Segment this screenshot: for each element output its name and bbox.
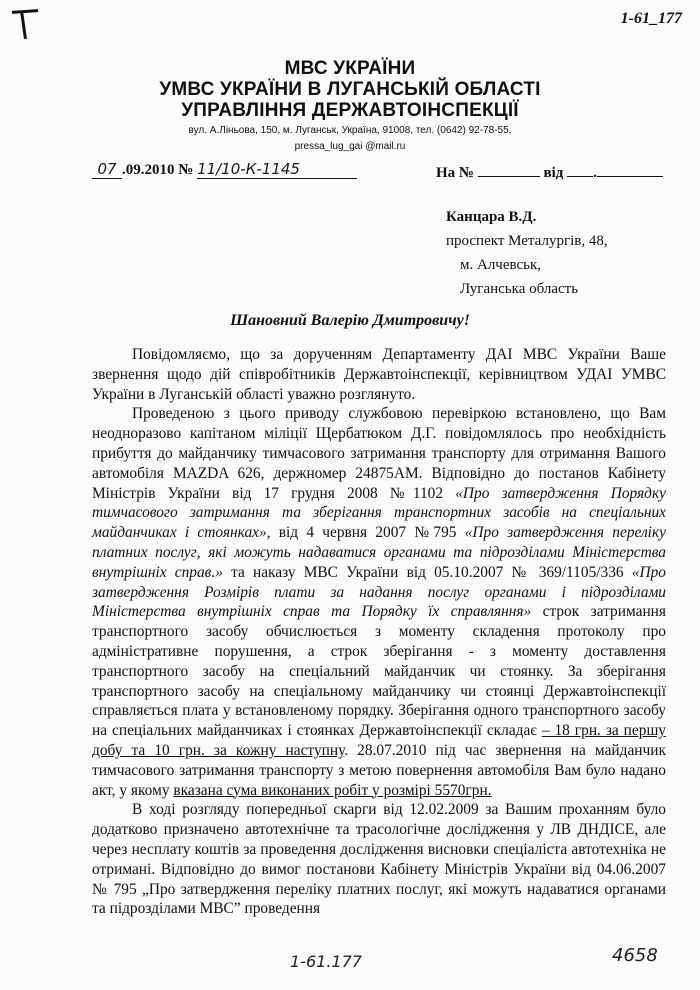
letterhead-line-2: УМВС УКРАЇНИ В ЛУГАНСЬКІЙ ОБЛАСТІ [159,79,541,100]
letterhead-line-3: УПРАВЛІННЯ ДЕРЖАВТОІНСПЕКЦІЇ [181,100,519,121]
p2-decree-1102-title: «Про затвердження Порядку тимчасового затримання та зберігання транспортних засобів на спеціальних майданчиках і стоянках» [92,484,666,542]
p2-text-a: Проведеною з цього приводу службовою перевіркою встановлено, що Вам неодноразово капітаном міліції Щербатюком Д.Г. повідомлялось про необхідність прибуття до майданчику тимчасового затримання транспорту для отримання Вашого автомобіля MAZDA 626, держномер 24875АМ. Відповідно до постанов Кабінету Міністрів України від 17 грудня 2008 №1102 [92,405,666,502]
incoming-stamp-number: 4658 [612,945,658,966]
letterhead [0,58,700,153]
recipient-block [446,205,608,301]
reply-number-label: На № [436,165,474,181]
reply-reference [436,162,663,182]
recipient-city: м. Алчевськ, [460,257,542,273]
p2-amount-underlined: вказана сума виконаних робіт у розмірі 5570грн. [173,781,492,799]
p2-decree-795-title: «Про затвердження переліку платних послуг, які можуть надаватися органами та підрозділами Міністерства внутрішніх справ.» [92,524,666,581]
reply-number-blank [478,162,540,177]
p2-text-i: . 28.07.2010 під час звернення на майданчик тимчасового затримання транспорту з метою повернення автомобіля Вам було надано акт, у якому [92,741,666,799]
bottom-handwritten-reference: 1-61.177 [290,952,362,971]
letterhead-line-1: МВС УКРАЇНИ [284,58,416,79]
reply-date-blank-2 [597,162,663,177]
salutation: Шановний Валерію Дмитровичу! [230,312,470,329]
p2-fee-underlined: – 18 грн. за першу добу та 10 грн. за кожну наступну [92,722,666,759]
recipient-region: Луганська область [460,281,579,297]
p2-text-e: та наказу МВС України від 05.10.2007 № 369/1105/336 [222,563,632,581]
reply-date-blank-1 [567,162,593,177]
recipient-street: проспект Металургів, 48, [446,233,608,249]
reply-date-dot: . [593,165,597,181]
paragraph-3: В ході розгляду попередньої скарги від 12.02.2009 за Вашим проханням було додатково призначено автотехнічне та трасологічне дослідження у ЛВ ДНДІСЕ, але через несплату коштів за проведення дослідження висновки спеціаліста автотехніка не отримані. Відповідно до вимог постанови Кабінету Міністрів України від 04.06.2007 № 795 „Про затвердження переліку платних послуг, які можуть надаватися органами та підрозділами МВС” проведення [92,801,666,918]
reply-date-label: від [543,165,564,181]
letterhead-email: pressa_lug_gai @mail.ru [294,141,406,152]
paragraph-2 [92,404,666,800]
p2-text-g: строк затримання транспортного засобу обчислюється з моменту складення протоколу про адміністративне порушення, а строк зберігання - з моменту доставлення транспортного засобу на спеціальний майданчик чи стоянку. За зберігання транспортного засобу на спеціальному майданчику чи стоянці Державтоінспекції справляється плата у встановленому порядку. Зберігання одного транспортного засобу на спеціальних майданчиках і стоянках Державтоінспекції складає [92,603,666,740]
handwritten-t-mark [12,6,38,40]
letterhead-address: вул. А.Ліньова, 150, м. Луганськ, Україна, 91008, тел. (0642) 92-78-55, [188,125,512,136]
outgoing-date-number [92,160,357,179]
date-day-handwritten: 07 [92,160,122,179]
registration-number-handwritten: 11/10-К-1145 [197,160,357,179]
p2-text-c: , від 4 червня 2007 №795 [266,524,465,542]
recipient-name: Канцара В.Д. [446,209,537,225]
corner-reference: 1-61_177 [620,10,682,27]
letter-body [92,345,666,919]
date-rest: .09.2010 № [122,162,194,178]
p2-order-369-title: «Про затвердження Розмірів плати за надання послуг органами і підрозділами Міністерства внутрішніх справ та Порядку їх справляння» [92,563,666,621]
paragraph-1: Повідомляємо, що за дорученням Департаменту ДАІ МВС України Ваше звернення щодо дій співробітників Державтоінспекції, керівництвом УДАІ УМВС України в Луганській області уважно розглянуто. [92,346,666,403]
